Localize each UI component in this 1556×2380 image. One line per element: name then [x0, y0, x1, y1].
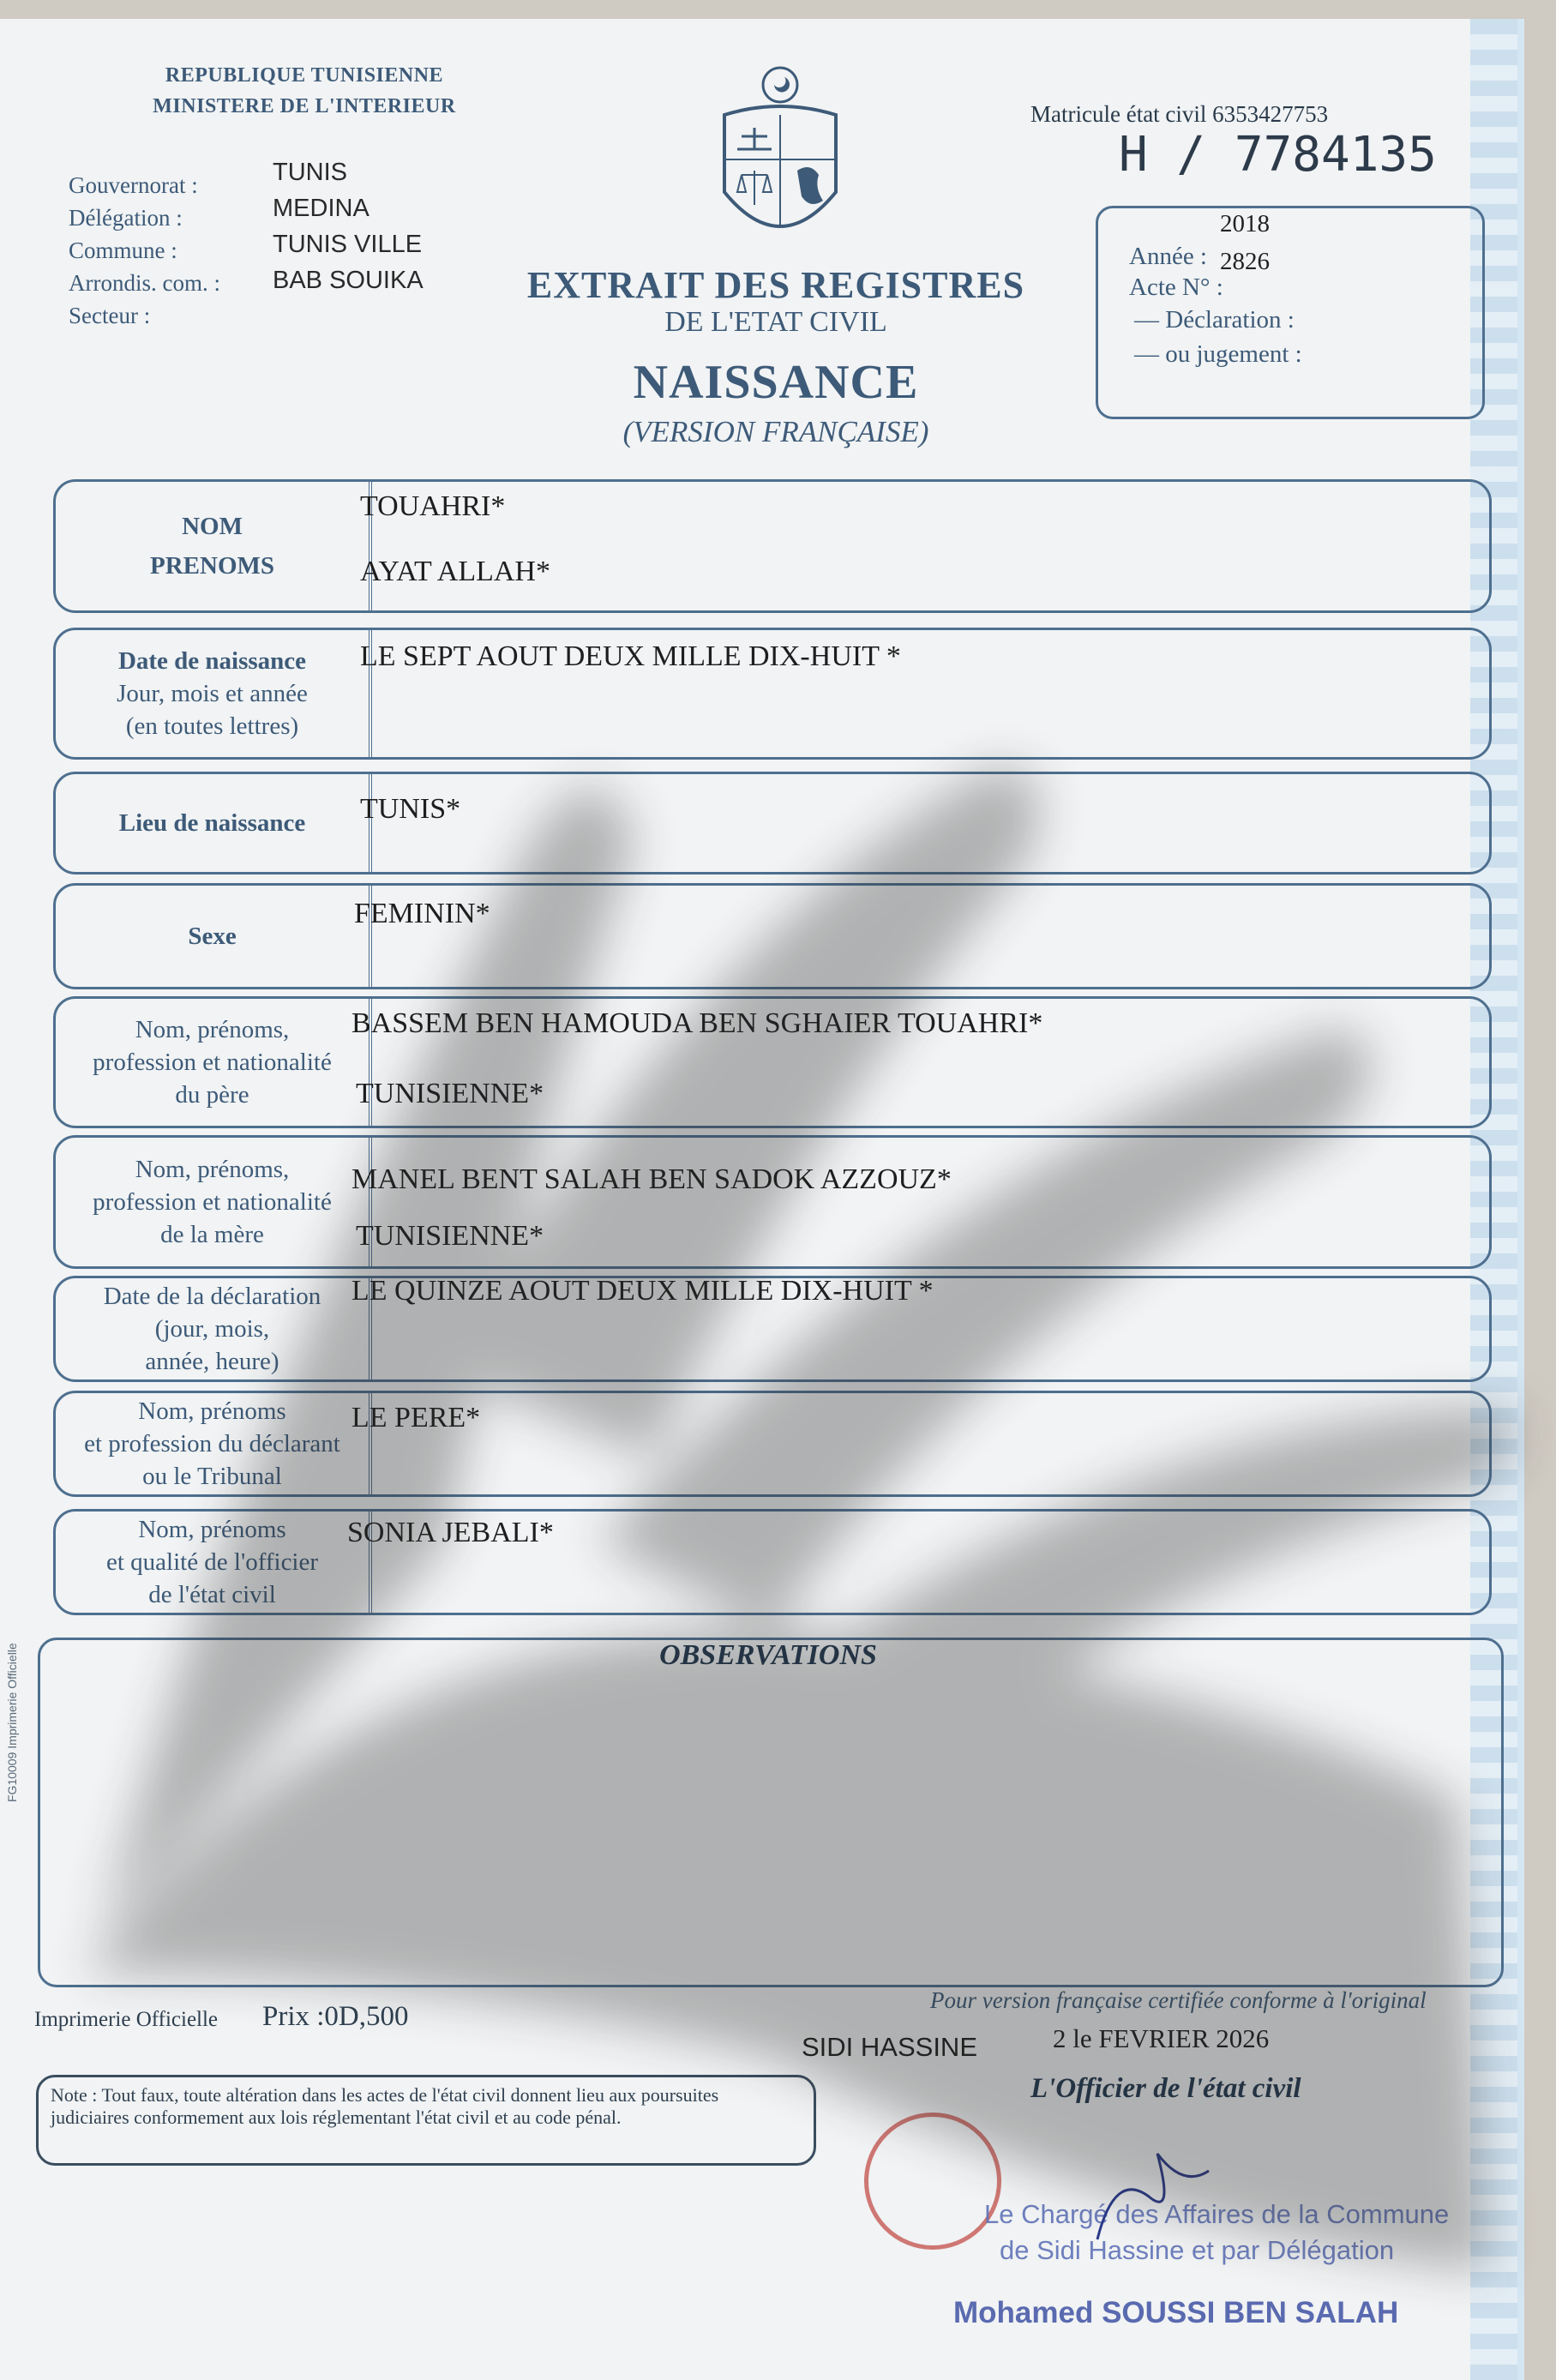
- document-version: (VERSION FRANÇAISE): [622, 415, 929, 448]
- gouvernorat-value: TUNIS: [273, 159, 347, 186]
- legal-note: [36, 2075, 816, 2166]
- prenoms-value: AYAT ALLAH*: [360, 556, 550, 587]
- mere-label: [56, 1138, 372, 1266]
- stamp-line-1: Le Chargé des Affaires de la Commune: [984, 2199, 1450, 2229]
- pere-nom-value: BASSEM BEN HAMOUDA BEN SGHAIER TOUAHRI*: [351, 1007, 1043, 1039]
- officier-label-1: Nom, prénoms: [138, 1516, 286, 1543]
- jurisdiction-labels: [69, 169, 220, 332]
- officer-title: L'Officier de l'état civil: [1030, 2073, 1301, 2104]
- document-title: EXTRAIT DES REGISTRES: [526, 264, 1025, 306]
- nom-label: NOM: [182, 513, 243, 540]
- row-lieu-naissance: [53, 772, 1492, 874]
- arrondissement-value: BAB SOUIKA: [273, 267, 424, 294]
- pere-label-3: du père: [175, 1081, 249, 1109]
- lieu-naissance-value: TUNIS*: [360, 793, 461, 825]
- certificate-paper: [0, 19, 1524, 2380]
- declarant-label: [56, 1393, 372, 1494]
- pere-nationalite-value: TUNISIENNE*: [356, 1078, 544, 1109]
- issuer-header: [94, 60, 514, 122]
- coat-of-arms-icon: [716, 63, 844, 261]
- imprimerie-label: Imprimerie Officielle: [34, 2008, 219, 2031]
- ministere-text: MINISTERE DE L'INTERIEUR: [153, 95, 456, 117]
- row-date-naissance: [53, 628, 1492, 760]
- municipal-stamp-icon: [864, 2113, 1001, 2250]
- signatory-name: Mohamed SOUSSI BEN SALAH: [953, 2296, 1399, 2329]
- row-declarant: [53, 1391, 1492, 1497]
- date-declaration-label-1: Date de la déclaration: [103, 1283, 321, 1310]
- date-naissance-label: [56, 630, 372, 757]
- matricule-label: Matricule état civil: [1030, 101, 1207, 127]
- legal-note-text: Note : Tout faux, toute altération dans les actes de l'état civil donnent lieu aux poursuites judiciaires conformement aux lois réglementant l'état civil et au code pénal.: [51, 2084, 719, 2128]
- republique-text: REPUBLIQUE TUNISIENNE: [165, 64, 444, 87]
- date-declaration-label-2: (jour, mois,: [154, 1315, 270, 1343]
- arrondissement-label: Arrondis. com. :: [69, 270, 220, 296]
- commune-value: TUNIS VILLE: [273, 231, 423, 258]
- declaration-label: — Déclaration :: [1134, 306, 1295, 334]
- pere-label-1: Nom, prénoms,: [135, 1016, 290, 1043]
- row-pere: [53, 996, 1492, 1128]
- mere-label-3: de la mère: [160, 1221, 264, 1248]
- document-subtitle: DE L'ETAT CIVIL: [664, 306, 887, 338]
- signature-date: 2 le FEVRIER 2026: [1053, 2023, 1270, 2053]
- secteur-label: Secteur :: [69, 303, 151, 328]
- observations-title: OBSERVATIONS: [659, 1639, 877, 1671]
- date-naissance-label-3: (en toutes lettres): [125, 712, 299, 740]
- mere-nom-value: MANEL BENT SALAH BEN SADOK AZZOUZ*: [351, 1163, 952, 1195]
- date-declaration-label: [56, 1278, 372, 1379]
- serial-number: H / 7784135: [1119, 127, 1437, 183]
- observations-box: [38, 1638, 1504, 1987]
- pere-label: [56, 999, 372, 1126]
- mere-label-2: profession et nationalité: [93, 1188, 332, 1216]
- declarant-label-3: ou le Tribunal: [142, 1463, 282, 1490]
- mere-label-1: Nom, prénoms,: [135, 1156, 290, 1183]
- date-naissance-label-2: Jour, mois et année: [117, 680, 308, 707]
- commune-label: Commune :: [69, 237, 177, 263]
- delegation-label: Délégation :: [69, 205, 183, 231]
- annee-value: 2018: [1220, 210, 1270, 237]
- row-officier: [53, 1509, 1492, 1615]
- stamp-line-2: de Sidi Hassine et par Délégation: [1000, 2235, 1395, 2265]
- side-print: FG10009 Imprimerie Officielle: [5, 1643, 19, 1802]
- date-declaration-value: LE QUINZE AOUT DEUX MILLE DIX-HUIT *: [351, 1275, 934, 1307]
- certification-text: Pour version française certifiée conforme à l'original: [930, 1987, 1427, 2013]
- document-type: NAISSANCE: [633, 356, 919, 409]
- row-nom-prenoms: [53, 479, 1492, 613]
- delegation-value: MEDINA: [273, 195, 369, 222]
- jurisdiction-values: [273, 154, 424, 298]
- row-date-declaration: [53, 1276, 1492, 1382]
- acte-label: Acte N° :: [1129, 273, 1223, 301]
- date-naissance-value: LE SEPT AOUT DEUX MILLE DIX-HUIT *: [360, 640, 901, 672]
- sexe-value: FEMININ*: [354, 898, 490, 929]
- acte-info-box: [1096, 206, 1485, 419]
- officier-value: SONIA JEBALI*: [347, 1517, 554, 1548]
- officier-label: [56, 1512, 372, 1613]
- matricule-value: 6353427753: [1212, 101, 1329, 127]
- acte-value: 2826: [1220, 248, 1270, 275]
- sexe-label: Sexe: [56, 886, 372, 987]
- declarant-label-1: Nom, prénoms: [138, 1397, 286, 1425]
- declarant-label-2: et profession du déclarant: [84, 1430, 340, 1457]
- officier-label-2: et qualité de l'officier: [105, 1548, 319, 1576]
- gouvernorat-label: Gouvernorat :: [69, 172, 198, 198]
- matricule: [1030, 101, 1328, 128]
- jugement-label: — ou jugement :: [1134, 340, 1302, 368]
- declarant-value: LE PERE*: [351, 1402, 481, 1433]
- date-declaration-label-3: année, heure): [145, 1348, 279, 1375]
- nom-value: TOUAHRI*: [360, 490, 506, 522]
- mere-nationalite-value: TUNISIENNE*: [356, 1220, 544, 1252]
- prix-label: Prix :0D,500: [262, 2001, 409, 2032]
- lieu-naissance-label: Lieu de naissance: [56, 774, 372, 872]
- signature-icon: [1080, 2137, 1217, 2257]
- signature-place: SIDI HASSINE: [802, 2032, 977, 2062]
- date-naissance-label-1: Date de naissance: [117, 647, 307, 675]
- annee-label: Année :: [1129, 243, 1207, 270]
- officier-label-3: de l'état civil: [148, 1581, 276, 1608]
- nom-prenoms-label: [56, 482, 372, 610]
- pere-label-2: profession et nationalité: [93, 1049, 332, 1076]
- row-mere: [53, 1135, 1492, 1269]
- prenoms-label: PRENOMS: [150, 552, 274, 580]
- row-sexe: [53, 883, 1492, 989]
